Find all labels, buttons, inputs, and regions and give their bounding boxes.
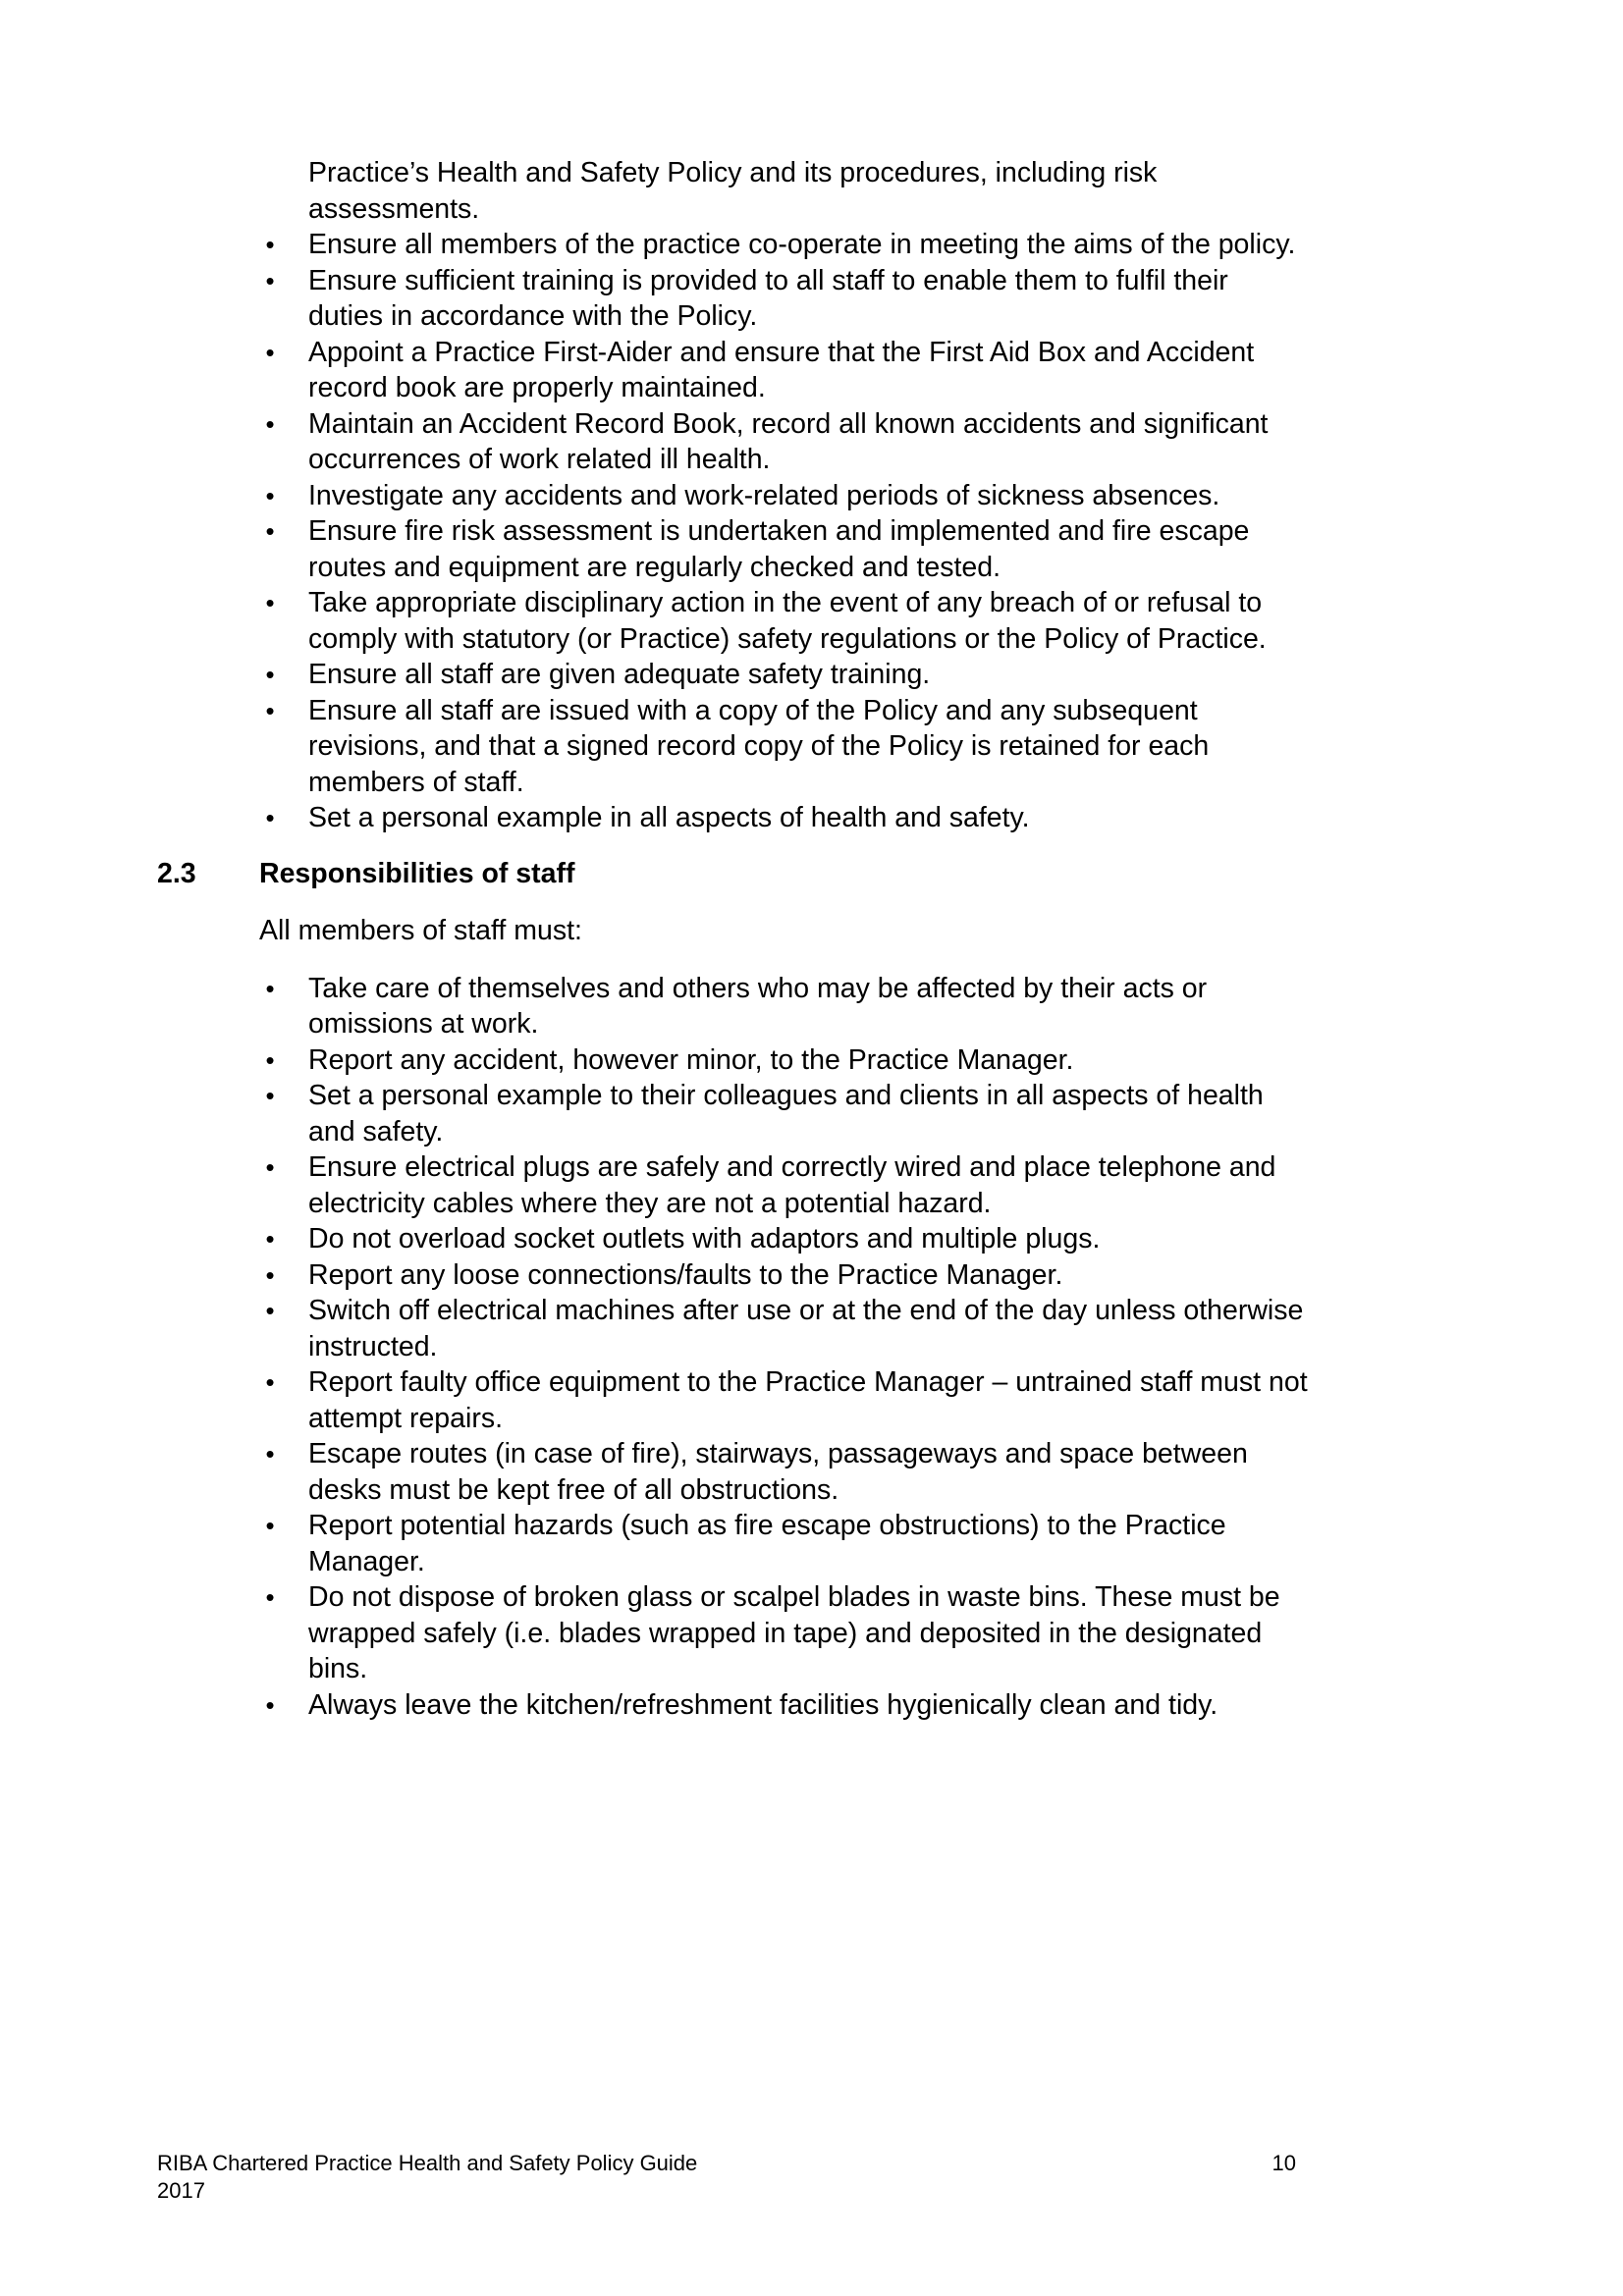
bullet-icon: • xyxy=(265,695,275,725)
footer-title: RIBA Chartered Practice Health and Safety Policy Guide xyxy=(157,2151,698,2175)
list-item xyxy=(157,585,1310,657)
bullet-icon: • xyxy=(265,1367,275,1397)
list-item-text: Report any accident, however minor, to the Practice Manager. xyxy=(308,1043,1074,1076)
continuation-text: Practice’s Health and Safety Policy and its procedures, including risk assessments. xyxy=(308,157,1158,225)
section-heading xyxy=(157,856,1316,892)
bullet-icon: • xyxy=(265,1081,275,1110)
list-item-text: Do not overload socket outlets with adaptors and multiple plugs. xyxy=(308,1223,1101,1255)
list-item-text: Do not dispose of broken glass or scalpel blades in waste bins. These must be wrapped safely (i.e. blades wrapped in tape) and deposited in the designated bins. xyxy=(308,1581,1280,1684)
list-item-text: Appoint a Practice First-Aider and ensure that the First Aid Box and Accident record book are properly maintained. xyxy=(308,336,1255,403)
bullet-icon: • xyxy=(265,1439,275,1468)
list-item xyxy=(157,513,1310,585)
page-footer xyxy=(157,2150,1306,2205)
list-item-text: Report any loose connections/faults to the Practice Manager. xyxy=(308,1258,1063,1291)
bullet-icon: • xyxy=(265,265,275,295)
bullet-icon: • xyxy=(265,230,275,259)
list-item-text: Set a personal example in all aspects of health and safety. xyxy=(308,802,1030,833)
footer-year: 2017 xyxy=(157,2178,205,2203)
staff-responsibilities-list xyxy=(157,971,1316,1724)
list-item xyxy=(157,1257,1310,1294)
section-number: 2.3 xyxy=(157,857,196,889)
list-item-text: Ensure all staff are given adequate safety training. xyxy=(308,659,931,690)
list-item-text: Take care of themselves and others who may be affected by their acts or omissions at work. xyxy=(308,972,1208,1040)
list-item xyxy=(157,1293,1310,1364)
list-item xyxy=(157,1149,1310,1221)
employer-duties-list xyxy=(157,227,1316,836)
list-item-text: Ensure electrical plugs are safely and correctly wired and place telephone and electricity cables where they are not a potential hazard. xyxy=(308,1151,1276,1219)
list-item-text: Escape routes (in case of fire), stairways, passageways and space between desks must be kept free of all obstructions. xyxy=(308,1438,1248,1506)
list-item-text: Take appropriate disciplinary action in the event of any breach of or refusal to comply with statutory (or Practice) safety regulations or the Policy of Practice. xyxy=(308,587,1267,655)
page-content xyxy=(157,155,1316,1723)
bullet-icon: • xyxy=(265,1224,275,1254)
bullet-icon: • xyxy=(265,337,275,367)
bullet-icon: • xyxy=(265,1582,275,1612)
bullet-icon: • xyxy=(265,1511,275,1540)
list-item-text: Ensure all members of the practice co-operate in meeting the aims of the policy. xyxy=(308,229,1296,260)
section-intro: All members of staff must: xyxy=(259,915,582,946)
list-item xyxy=(157,693,1310,801)
list-item xyxy=(157,478,1310,514)
bullet-icon: • xyxy=(265,588,275,617)
bullet-icon: • xyxy=(265,516,275,546)
bullet-icon: • xyxy=(265,1152,275,1182)
list-item xyxy=(157,1687,1310,1724)
list-item xyxy=(157,1042,1310,1079)
list-item xyxy=(157,1436,1310,1508)
list-item-text: Report faulty office equipment to the Practice Manager – untrained staff must not attempt repairs. xyxy=(308,1366,1308,1434)
bullet-icon: • xyxy=(265,1296,275,1325)
bullet-icon: • xyxy=(265,660,275,689)
list-item-text: Report potential hazards (such as fire escape obstructions) to the Practice Manager. xyxy=(308,1510,1226,1577)
list-item-text: Ensure sufficient training is provided to all staff to enable them to fulfil their duties in accordance with the Policy. xyxy=(308,264,1228,332)
list-item xyxy=(157,1364,1310,1436)
list-item xyxy=(157,406,1310,478)
list-item xyxy=(157,1579,1310,1687)
list-item xyxy=(157,971,1310,1042)
list-item xyxy=(157,227,1310,263)
bullet-icon: • xyxy=(265,973,275,1003)
list-item xyxy=(157,1078,1310,1149)
bullet-icon: • xyxy=(265,1689,275,1720)
list-item xyxy=(157,1221,1310,1257)
list-item-text: Ensure all staff are issued with a copy of the Policy and any subsequent revisions, and that a signed record copy of the Policy is retained for each members of staff. xyxy=(308,694,1210,798)
list-item-text: Ensure fire risk assessment is undertaken and implemented and fire escape routes and equipment are regularly checked and tested. xyxy=(308,515,1250,583)
list-item-text: Always leave the kitchen/refreshment facilities hygienically clean and tidy. xyxy=(308,1688,1218,1721)
bullet-icon: • xyxy=(265,408,275,439)
list-item-text: Investigate any accidents and work-related periods of sickness absences. xyxy=(308,479,1220,511)
bullet-icon: • xyxy=(265,1259,275,1290)
bullet-icon: • xyxy=(265,803,275,832)
section-title: Responsibilities of staff xyxy=(259,857,575,889)
list-item xyxy=(157,1508,1310,1579)
list-item xyxy=(157,657,1310,693)
list-item xyxy=(157,800,1310,836)
list-item xyxy=(157,335,1310,406)
list-item-text: Switch off electrical machines after use or at the end of the day unless otherwise instructed. xyxy=(308,1295,1304,1362)
list-item-text: Maintain an Accident Record Book, record all known accidents and significant occurrences of work related ill health. xyxy=(308,407,1269,475)
list-item-text: Set a personal example to their colleagues and clients in all aspects of health and safety. xyxy=(308,1080,1264,1148)
page-number: 10 xyxy=(1271,2151,1296,2175)
bullet-icon: • xyxy=(265,480,275,510)
list-item xyxy=(157,263,1310,335)
bullet-icon: • xyxy=(265,1044,275,1075)
